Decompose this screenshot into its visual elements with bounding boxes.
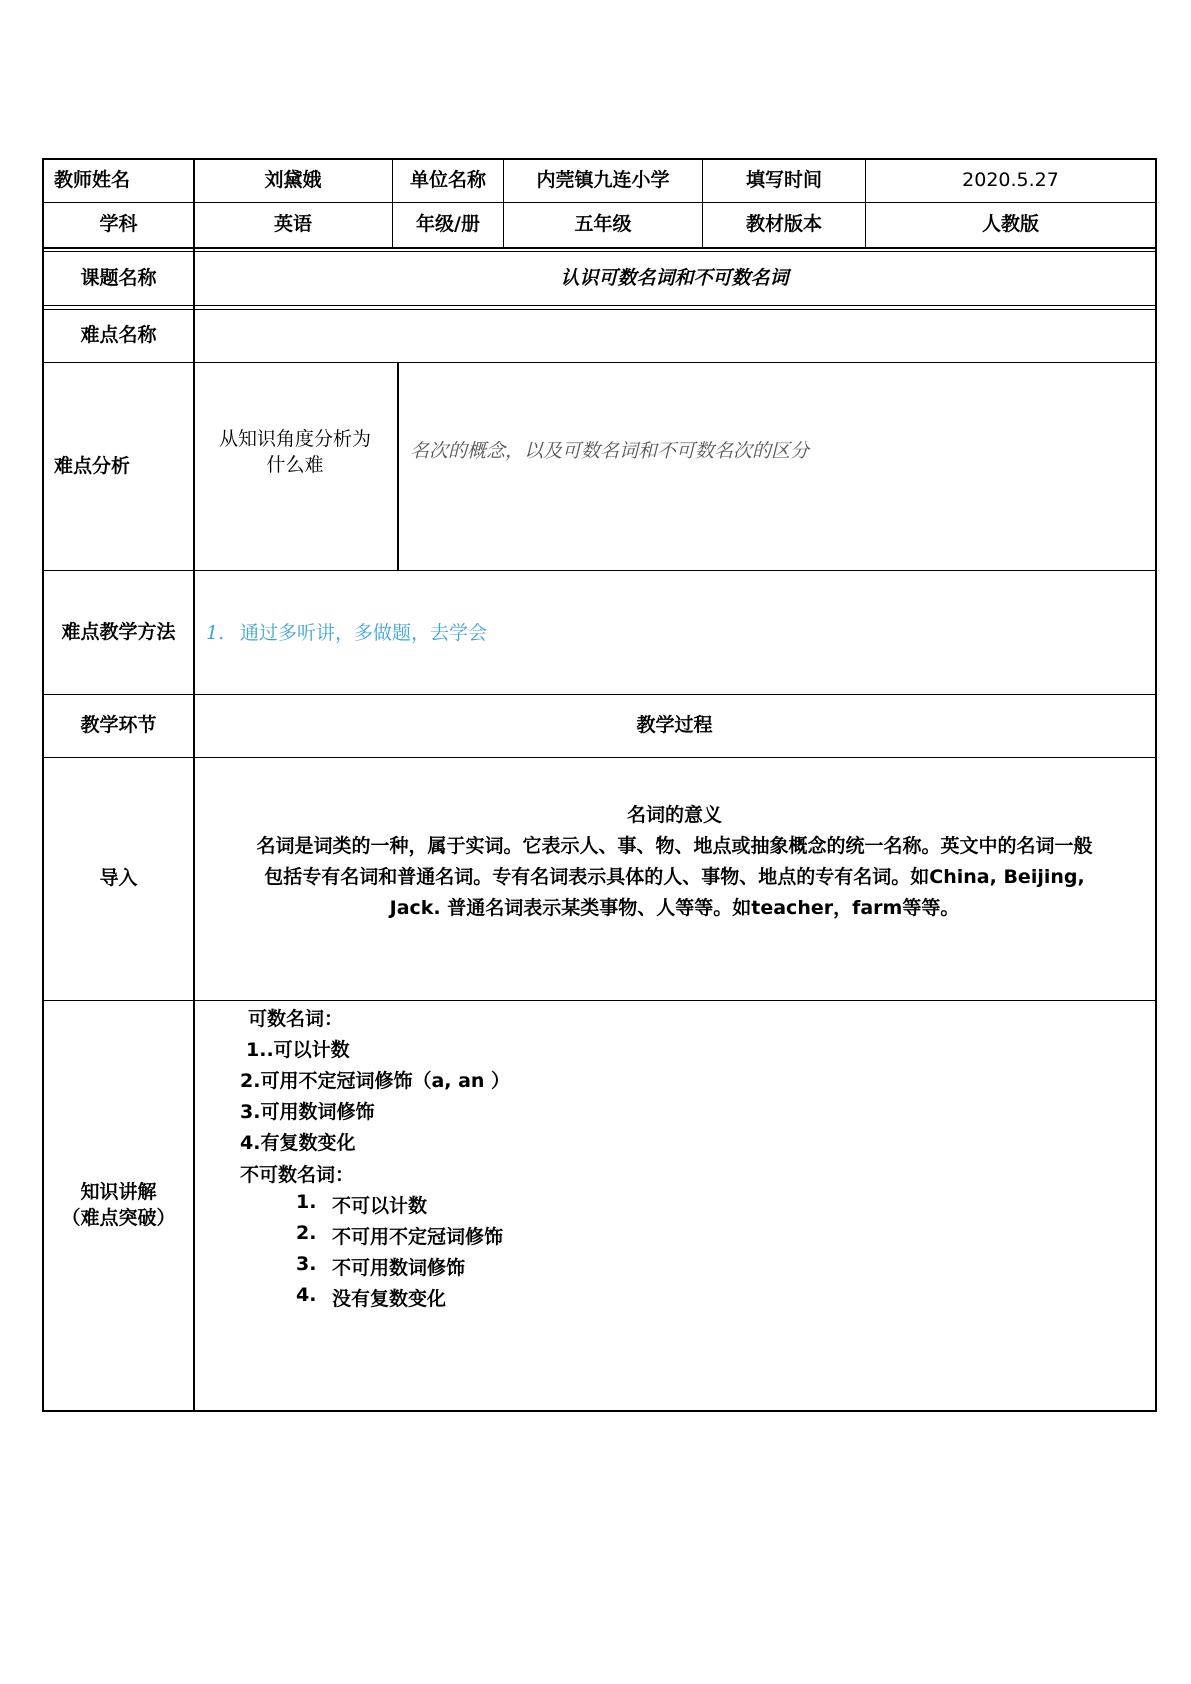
- row-divider: [42, 1000, 1156, 1001]
- uncountable-number: 4.: [296, 1284, 317, 1306]
- method-text: 通过多听讲，多做题，去学会: [240, 622, 488, 644]
- row-divider: [42, 570, 1156, 571]
- countable-item: 1..可以计数: [246, 1039, 350, 1061]
- difficulty-name-label: 难点名称: [80, 324, 157, 347]
- topic-label: 课题名称: [80, 266, 157, 289]
- grade-value: 五年级: [574, 213, 632, 236]
- uncountable-number: 2.: [296, 1222, 317, 1244]
- countable-item: 4.有复数变化: [240, 1132, 356, 1154]
- teaching-method-item: [206, 618, 1106, 648]
- knowledge-label-line1: 知识讲解: [80, 1180, 157, 1203]
- intro-label: 导入: [99, 867, 138, 890]
- row-divider: [42, 305, 1156, 306]
- textbook-edition-value: 人教版: [981, 213, 1039, 236]
- uncountable-item: 不可用不定冠词修饰: [332, 1226, 504, 1248]
- subject-value: 英语: [273, 213, 312, 236]
- fill-date-label: 填写时间: [745, 169, 822, 192]
- teaching-process-header: 教学过程: [636, 714, 713, 737]
- teaching-stage-label: 教学环节: [80, 714, 157, 737]
- uncountable-number: 1.: [296, 1191, 317, 1213]
- subject-label: 学科: [99, 213, 138, 236]
- uncountable-item: 不可以计数: [332, 1195, 428, 1217]
- difficulty-analysis-content: 名次的概念，以及可数名词和不可数名次的区分: [410, 440, 810, 463]
- row-divider: [42, 247, 1156, 249]
- knowledge-label: [44, 1001, 193, 1410]
- intro-title: 名词的意义: [626, 804, 722, 826]
- countable-item: 3.可用数词修饰: [240, 1101, 375, 1123]
- intro-paragraph-line: 名词是词类的一种，属于实词。它表示人、事、物、地点或抽象概念的统一名称。英文中的名词一般: [256, 835, 1093, 857]
- analysis-column-divider: [397, 362, 399, 570]
- row-divider: [42, 362, 1156, 363]
- textbook-edition-label: 教材版本: [745, 213, 822, 236]
- difficulty-name-value: [194, 310, 1155, 362]
- intro-paragraph-line: 包括专有名词和普通名词。专有名词表示具体的人、事物、地点的专有名词。如China, Beijing,: [264, 866, 1085, 888]
- table-border-right: [1155, 158, 1157, 1412]
- row-divider: [42, 757, 1156, 758]
- teaching-method-label: 难点教学方法: [61, 620, 176, 643]
- knowledge-label-line2: （难点突破）: [61, 1206, 176, 1229]
- difficulty-analysis-sublabel: 从知识角度分析为什么难: [218, 428, 371, 476]
- countable-item: 2.可用不定冠词修饰（a, an ）: [240, 1070, 511, 1092]
- intro-paragraph-line: Jack. 普通名词表示某类事物、人等等。如teacher，farm等等。: [389, 897, 960, 919]
- method-list-marker: 1.: [206, 622, 225, 644]
- uncountable-item: 没有复数变化: [332, 1288, 447, 1310]
- unit-name-value: 内莞镇九连小学: [536, 169, 670, 192]
- uncountable-item: 不可用数词修饰: [332, 1257, 466, 1279]
- grade-label: 年级/册: [416, 213, 480, 236]
- uncountable-number: 3.: [296, 1253, 317, 1275]
- table-border-bottom: [42, 1410, 1156, 1412]
- topic-value: 认识可数名词和不可数名词: [560, 266, 789, 289]
- uncountable-title: 不可数名词：: [240, 1164, 355, 1186]
- difficulty-analysis-label: 难点分析: [54, 454, 131, 477]
- fill-date-value: 2020.5.27: [962, 169, 1059, 192]
- teacher-name-label: 教师姓名: [54, 169, 131, 192]
- unit-name-label: 单位名称: [409, 169, 486, 192]
- teacher-name-value: 刘黛娥: [264, 169, 322, 192]
- countable-title: 可数名词：: [248, 1008, 344, 1030]
